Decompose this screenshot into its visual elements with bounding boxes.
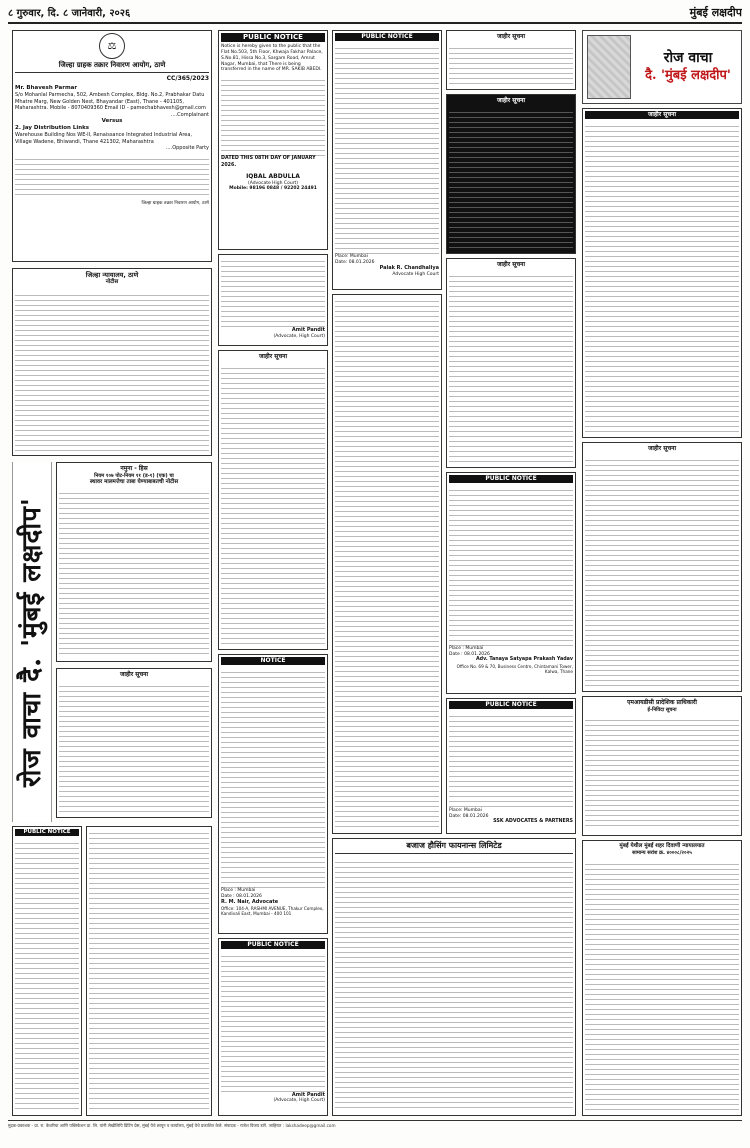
notice2-place: Place : Mumbai [221,887,256,893]
party1-name: Mr. Bhavesh Parmar [15,84,78,91]
pn-bl-body [221,952,325,1092]
complainant-label: ....Complainant [170,111,209,118]
party2-address: Warehouse Building Nos WE-II, Renaissance Integrated Industrial Area, Village Wadene, Bhiwandi, Thane 421302, Maharashtra [15,132,192,145]
bajaj-title: बजाज हौसिंग फायनान्स लिमिटेड [335,841,573,854]
versus-label: Versus [101,118,123,125]
forum-title: जिल्हा ग्राहक तक्रार निवारण आयोग, ठाणे [58,61,166,69]
col3-j1-title: जाहीर सूचना [496,33,526,40]
col4-tender-body [585,716,739,826]
vertical-banner-text: रोज वाचा दै. 'मुंबई लक्षदीप' [17,497,48,787]
court-subtitle: नोटीस [105,279,119,286]
pn-top-mobile: Mobile: 98196 0848 / 92202 24491 [229,186,317,192]
col3-pn2-date: Date: 08.01.2026 [449,813,489,819]
case-number: CC/365/2023 [166,75,209,83]
consumer-forum-notice [12,30,212,262]
col1r-body [89,829,209,1111]
col3-pn-body [449,486,573,646]
possession-body [59,489,209,657]
newspaper-image [587,35,631,99]
lost-body [221,364,325,644]
col3-pn2-place: Place: Mumbai [449,807,482,813]
court-body-text [15,291,209,451]
col3-j1 [446,30,576,90]
masthead-promo [582,30,742,104]
header-paper-name: मुंबई लक्षदीप [689,5,742,19]
col4-j1-title: जाहीर सूचना [585,111,739,119]
pn-right-title: PUBLIC NOTICE [335,33,439,41]
pn-top-sign-sub: (Advocate High Court) [247,180,299,186]
col4-court-sub: सामान्य सरांश क्र. ४०००८/२०२५ [632,850,692,857]
pn-top-date: DATED THIS 08TH DAY OF JANUARY 2026. [221,156,316,168]
possession-head: स्थावर मालमत्तेचा ताबा घेण्याबाबतची नोटीस [89,479,179,486]
emblem-icon: ⚖ [99,33,125,59]
pn-top-notice [218,30,328,250]
col3-pn [446,472,576,694]
col4-j2-body [585,456,739,686]
col4-court [582,840,742,1116]
col3-pn-office: Office No. 69 & 70, Business Centre, Chintamani Tower, Kalwa, Thane [456,663,573,675]
masthead-line2: दै. 'मुंबई लक्षदीप' [645,67,731,83]
jahir-title: जाहीर सूचना [119,671,149,678]
opposite-party-label: ....Opposite Party [165,145,209,152]
bajaj-body [335,858,573,1110]
pn-top-body: Notice is hereby given to the public that the Flat No.503, 5th Floor, Khwaja Fakhar Palace, S.No.81, Hissa No.3, Sargam Road, Amrut Nagar, Mumbai, that There is being transferred in the name of MR. SAKIB ABEDI. [221,44,323,73]
pn-right-sign-sub: Advocate High Court [392,271,439,277]
col3-pn2-title: PUBLIC NOTICE [449,701,573,709]
col4-j2-title: जाहीर सूचना [647,445,677,452]
notice2-title: NOTICE [221,657,325,665]
col4-tender [582,696,742,836]
col3-ad [446,94,576,254]
notice2-date: Date : 08.01.2026 [221,893,262,899]
col2b-notices [332,294,442,834]
col3-j2 [446,258,576,468]
notice2-office: Office: 104-A, RASHMI AVENUE, Thakur Complex, Kandivali East, Mumbai - 400 101 [221,905,324,917]
pn-mid-sign-sub: (Advocate, High Court) [273,333,325,339]
notice2 [218,654,328,934]
vertical-banner [12,462,52,822]
possession-title: नमुना - हिस [120,465,148,472]
pn-top-filler [221,76,325,156]
col3-pn2 [446,698,576,834]
possession-sub: नियम १०७ पोट-नियम ११ (ड-१) (एक) चा [94,472,174,479]
notice2-sign: R. M. Nair, Advocate [221,899,279,906]
pn-bl-title: PUBLIC NOTICE [221,941,325,949]
col3-j2-title: जाहीर सूचना [496,261,526,268]
col4-court-title: मुंबई येथील मुंबई शहर दिवाणी न्यायालयात [619,843,705,849]
col3-ad-body [449,108,573,248]
col4-j2 [582,442,742,692]
forum-sign: जिल्हा ग्राहक तक्रार निवारण आयोग, ठाणे [141,200,209,206]
col3-pn-sign: Adv. Tanaya Satyapa Prakash Yadav [475,657,573,663]
col3-ad-title: जाहीर सूचना [496,97,526,104]
party2-name: 2. Jay Distribution Links [15,125,90,132]
pn-right-sign: Palak R. Chandhaliya [379,265,439,272]
header-date: ८ गुरुवार, दि. ८ जानेवारी, २०२६ [8,7,131,19]
page-footer [8,1120,742,1144]
pn-mid-sign: Amit Pandit [291,327,325,333]
pn-top-sign: IQBAL ABDULLA [246,172,300,180]
masthead-line1: रोज वाचा [663,50,713,67]
court-notice [12,268,212,456]
bajaj-housing-notice [332,838,576,1116]
jahir-body [59,682,209,812]
col3-j1-body [449,44,573,86]
col3-pn2-body [449,712,573,808]
col4-court-body [585,860,739,1110]
pn1-title: PUBLIC NOTICE [15,829,79,836]
pn-right-body [335,44,439,254]
lost-notice [218,350,328,650]
col3-pn-date: Date : 08.01.2026 [449,651,490,657]
page-header [8,4,742,24]
pn1-body [15,839,79,1111]
pn-mid-notice [218,254,328,346]
pn-right-place: Place: Mumbai [335,253,368,259]
col4-j1-body [585,122,739,432]
pn-right-notice [332,30,442,290]
col4-j1 [582,108,742,438]
footer-text: मुद्रक-प्रकाशक - प्रा. रा. केशरिया आणि पब्लिकेशन प्रा. लि. यांनी लेखीलिपि प्रिंटिंग प्रेस, मुंबई येथे छापून व कार्यालय, मुंबई येथे प्रकाशित केले. संपादक - राजेश विजय डांगे. जाहिरात : lakshadeep@gmail.com [8,1123,336,1128]
possession-notice [56,462,212,662]
pn-bl-sign-sub: (Advocate, High Court) [273,1098,325,1104]
pn-bl-notice [218,938,328,1116]
col2b-body [335,297,439,829]
bottom-public-notice [56,668,212,818]
col3-pn-title: PUBLIC NOTICE [449,475,573,483]
col1-left-notice [12,826,82,1116]
lost-title: जाहीर सूचना [258,353,288,360]
notice2-body [221,668,325,888]
col3-j2-body [449,272,573,462]
court-title: जिल्हा न्यायालय, ठाणे [85,271,139,279]
notice-body-text [15,155,209,199]
pn-right-date: Date: 08.01.2026 [335,259,375,265]
pn-mid-body [221,257,325,327]
col3-pn2-sign: SSK ADVOCATES & PARTNERS [493,819,573,825]
party1-address: S/o Mohanlal Parmecha, 502, Ambesh Complex, Bldg. No.2, Prabhakar Datu Mhatre Marg, New Golden Nest, Bhayandar (East), Thane - 401105, Maharashtra. Mobile - 8070409360 Email ID - pamechabhavesh@gmail.com [15,92,206,112]
col4-tender-sub: ई-निविदा सूचना [647,706,677,713]
col4-tender-title: एमआयडीसी प्रादेशिक प्राधिकारी [627,699,697,706]
pn-top-title: PUBLIC NOTICE [221,33,325,42]
col1-right-notice [86,826,212,1116]
pn-bl-sign: Amit Pandit [291,1091,325,1098]
col3-pn-place: Place : Mumbai [449,645,484,651]
